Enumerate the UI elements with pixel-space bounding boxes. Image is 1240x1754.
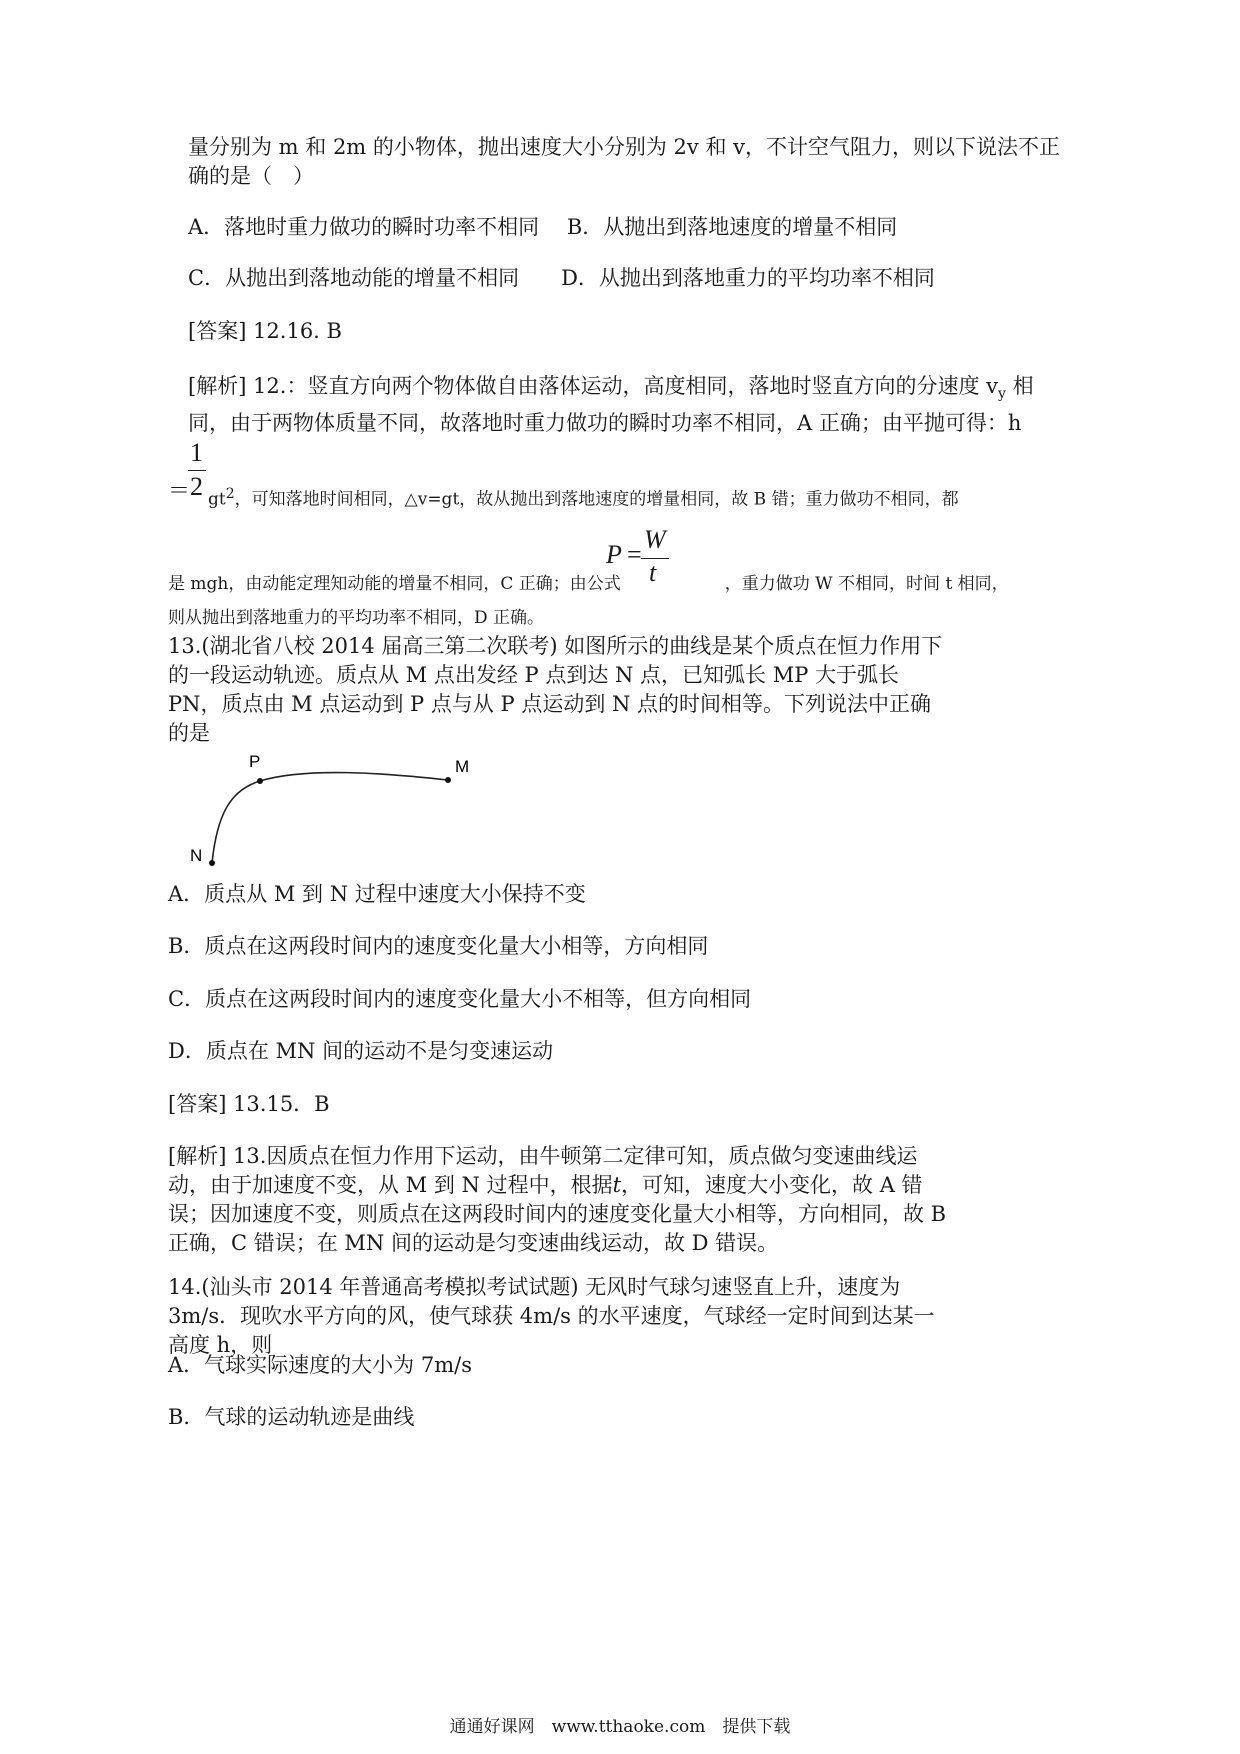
q12-analysis-line4-a: 是 mgh，由动能定理知动能的增量不相同，C 正确；由公式	[168, 574, 621, 594]
formula-equals: =	[627, 540, 642, 569]
q12-analysis-line5: 则从抛出到落地重力的平均功率不相同，D 正确。	[168, 608, 545, 628]
point-m-label: M	[455, 757, 470, 776]
point-p-dot	[257, 778, 263, 784]
q14-option-a: A．气球实际速度的大小为 7m/s	[168, 1353, 472, 1377]
q13-option-b: B．质点在这两段时间内的速度变化量大小相等，方向相同	[168, 934, 709, 958]
q14-stem: 14.(汕头市 2014 年普通高考模拟考试试题) 无风时气球匀速竖直上升，速度为 3m/s．现吹水平方向的风，使气球获 4m/s 的水平速度，气球经一定时间到达某一高度 h，则	[168, 1275, 935, 1357]
q13-analysis-a: [解析] 13.因质点在恒力作用下运动，由牛顿第二定律可知，质点做匀变速曲线运动，由于加速度不变，从 M 到 N 过程中，根据	[168, 1144, 918, 1197]
formula-t: t	[649, 558, 657, 587]
formula-w: W	[644, 525, 666, 554]
q13-option-d: D．质点在 MN 间的运动不是匀变速运动	[168, 1039, 554, 1063]
fraction-bar	[188, 470, 206, 471]
q13-option-c: C．质点在这两段时间内的速度变化量大小不相等，但方向相同	[168, 987, 752, 1011]
page-footer: 通通好课网 www.tthaoke.com 提供下载	[449, 1717, 791, 1737]
formula-p: P	[606, 540, 622, 569]
gt-exponent: 2	[225, 486, 235, 502]
point-n-label: N	[190, 846, 203, 865]
point-n-dot	[209, 860, 215, 866]
q12-analysis-text-2: 相同，由于两物体质量不同，故落地时重力做功的瞬时功率不相同，A 正确；由平抛可得：h	[188, 374, 1034, 436]
q13-analysis-b: ，可知，速度大小变化，故 A 错误；因加速度不变，则质点在这两段时间内的速度变化量大小相等，方向相同，故 B 正确，C 错误；在 MN 间的运动是匀变速曲线运动，故 D 错误。	[168, 1173, 947, 1255]
q12-analysis-line4-b: ，重力做功 W 不相同，时间 t 相同，	[724, 574, 1009, 594]
q12-analysis	[188, 372, 1060, 438]
q13-analysis-t: t	[612, 1173, 622, 1197]
q12-options-ab: A．落地时重力做功的瞬时功率不相同 B．从抛出到落地速度的增量不相同	[188, 215, 898, 239]
equals-sign: ＝	[168, 479, 191, 504]
q12-analysis-line4	[168, 570, 1068, 599]
q14-option-b: B．气球的运动轨迹是曲线	[168, 1405, 415, 1429]
q12-analysis-line3	[208, 480, 1068, 515]
q12-analysis-subscript: y	[998, 386, 1006, 403]
q13-stem: 13.(湖北省八校 2014 届高三第二次联考) 如图所示的曲线是某个质点在恒力作用下的一段运动轨迹。质点从 M 点出发经 P 点到达 N 点，已知弧长 MP 大于弧长 PN，质点由 M 点运动到 P 点与从 P 点运动到 N 点的时间相等。下列说法中正确的是	[168, 634, 943, 745]
point-m-dot	[445, 777, 451, 783]
q13-answer: [答案] 13.15．B	[168, 1092, 330, 1116]
fraction-numerator: 1	[190, 438, 203, 467]
gt-term: gt	[208, 489, 226, 510]
q12-analysis-line3-text: ，可知落地时间相同，△v=gt，故从抛出到落地速度的增量相同，故 B 错；重力做功不相同，都	[234, 489, 959, 510]
q13-analysis	[168, 1142, 948, 1258]
q12-analysis-text: [解析] 12.：竖直方向两个物体做自由落体运动，高度相同，落地时竖直方向的分速度 v	[188, 374, 998, 398]
q12-stem: 量分别为 m 和 2m 的小物体，抛出速度大小分别为 2v 和 v，不计空气阻力，则以下说法不正确的是（ ）	[188, 135, 1060, 188]
trajectory-curve	[212, 773, 448, 863]
trajectory-diagram	[185, 745, 485, 875]
q13-option-a: A．质点从 M 到 N 过程中速度大小保持不变	[168, 882, 586, 906]
q12-answer: [答案] 12.16. B	[188, 319, 342, 343]
q12-options-cd: C．从抛出到落地动能的增量不相同 D．从抛出到落地重力的平均功率不相同	[188, 266, 935, 290]
point-p-label: P	[249, 752, 261, 771]
fraction-denominator: 2	[190, 472, 203, 501]
